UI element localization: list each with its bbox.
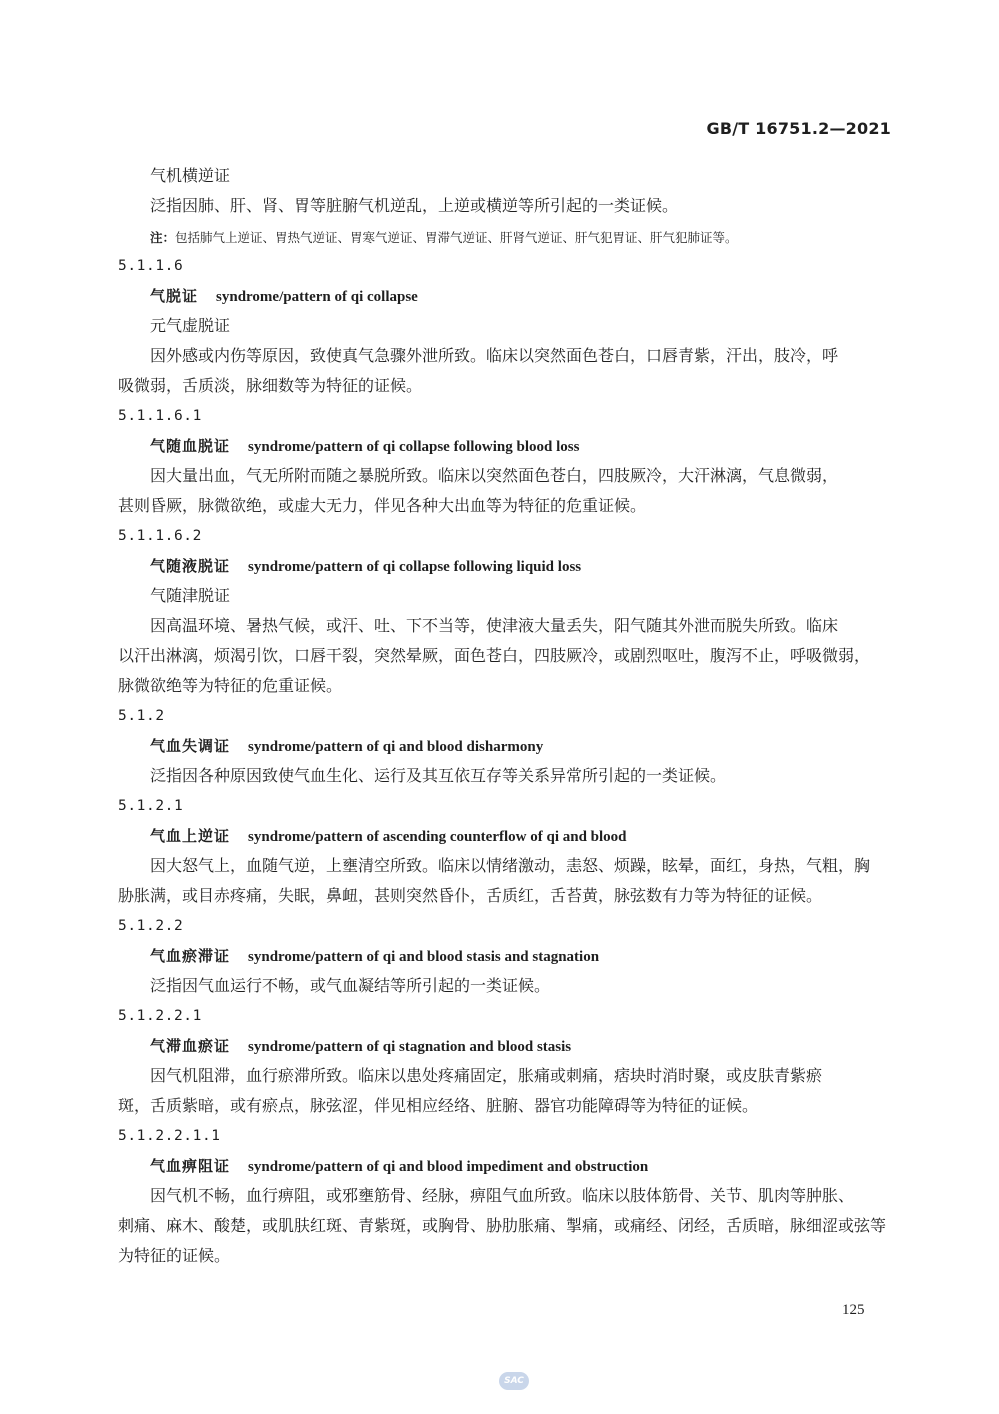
term-heading xyxy=(150,436,579,457)
clause-number: 5.1.2 xyxy=(118,708,165,724)
clause-number: 5.1.2.2.1.1 xyxy=(118,1128,221,1144)
definition-line: 泛指因各种原因致使气血生化、运行及其互依互存等关系异常所引起的一类证候。 xyxy=(150,766,727,785)
definition-line: 因大怒气上，血随气逆，上壅清空所致。临床以情绪激动，恚怒、烦躁，眩晕，面红，身热，气粗，胸 xyxy=(150,856,871,875)
definition-line: 脉微欲绝等为特征的危重证候。 xyxy=(118,676,343,695)
clause-number: 5.1.2.1 xyxy=(118,798,184,814)
definition-line: 泛指因肺、肝、肾、胃等脏腑气机逆乱，上逆或横逆等所引起的一类证候。 xyxy=(150,196,679,215)
term-heading xyxy=(150,286,418,307)
definition-line: 斑，舌质紫暗，或有瘀点，脉弦涩，伴见相应经络、脏腑、器官功能障碍等为特征的证候。 xyxy=(118,1096,759,1115)
page-number: 125 xyxy=(842,1302,865,1318)
term-english: syndrome/pattern of qi collapse xyxy=(216,289,418,305)
term-heading xyxy=(150,946,599,967)
term-english: syndrome/pattern of qi and blood impediment and obstruction xyxy=(248,1159,649,1175)
definition-line: 甚则昏厥，脉微欲绝，或虚大无力，伴见各种大出血等为特征的危重证候。 xyxy=(118,496,647,515)
definition-line: 因外感或内伤等原因，致使真气急骤外泄所致。临床以突然面色苍白，口唇青紫，汗出，肢冷，呼 xyxy=(150,346,839,365)
definition-line: 吸微弱，舌质淡，脉细数等为特征的证候。 xyxy=(118,376,423,395)
note-label: 注： xyxy=(150,230,176,245)
clause-number: 5.1.2.2 xyxy=(118,918,184,934)
term-english: syndrome/pattern of qi stagnation and blood stasis xyxy=(248,1039,572,1055)
definition-line: 胁胀满，或目赤疼痛，失眠，鼻衄，甚则突然昏仆，舌质红，舌苔黄，脉弦数有力等为特征的证候。 xyxy=(118,886,823,905)
term-heading xyxy=(150,826,627,847)
sac-watermark-logo: SAC xyxy=(499,1372,529,1390)
clause-number: 5.1.1.6 xyxy=(118,258,184,274)
synonym-line: 气随津脱证 xyxy=(150,586,231,605)
note-line xyxy=(150,228,738,248)
term-chinese: 气随血脱证 xyxy=(150,437,231,455)
term-english: syndrome/pattern of qi collapse following blood loss xyxy=(248,439,580,455)
term-chinese: 气血失调证 xyxy=(150,737,231,755)
definition-line: 以汗出淋漓，烦渴引饮，口唇干裂，突然晕厥，面色苍白，四肢厥冷，或剧烈呕吐，腹泻不止，呼吸微弱， xyxy=(118,646,871,665)
term-english: syndrome/pattern of ascending counterflow of qi and blood xyxy=(248,829,627,845)
term-chinese: 气血痹阻证 xyxy=(150,1157,231,1175)
definition-line: 刺痛、麻木、酸楚，或肌肤红斑、青紫斑，或胸骨、胁肋胀痛、掣痛，或痛经、闭经，舌质暗，脉细涩或弦等 xyxy=(118,1216,887,1235)
definition-line: 因气机不畅，血行痹阻，或邪壅筋骨、经脉，痹阻气血所致。临床以肢体筋骨、关节、肌肉等肿胀、 xyxy=(150,1186,855,1205)
standard-number: GB/T 16751.2—2021 xyxy=(706,119,891,138)
synonym-line: 元气虚脱证 xyxy=(150,316,231,335)
note-text: 包括肺气上逆证、胃热气逆证、胃寒气逆证、胃滞气逆证、肝肾气逆证、肝气犯胃证、肝气犯肺证等。 xyxy=(175,230,738,245)
term-heading xyxy=(150,1036,571,1057)
term-english: syndrome/pattern of qi and blood disharmony xyxy=(248,739,544,755)
term-heading xyxy=(150,736,543,757)
clause-number: 5.1.1.6.1 xyxy=(118,408,202,424)
term-heading xyxy=(150,1156,648,1177)
term-english: syndrome/pattern of qi collapse following liquid loss xyxy=(248,559,582,575)
definition-line: 因气机阻滞，血行瘀滞所致。临床以患处疼痛固定，胀痛或刺痛，痞块时消时聚，或皮肤青紫瘀 xyxy=(150,1066,823,1085)
term-chinese: 气脱证 xyxy=(150,287,199,305)
term-chinese: 气随液脱证 xyxy=(150,557,231,575)
term-chinese: 气滞血瘀证 xyxy=(150,1037,231,1055)
term-chinese: 气血瘀滞证 xyxy=(150,947,231,965)
definition-line: 因高温环境、暑热气候，或汗、吐、下不当等，使津液大量丢失，阳气随其外泄而脱失所致。临床 xyxy=(150,616,839,635)
definition-line: 因大量出血，气无所附而随之暴脱所致。临床以突然面色苍白，四肢厥冷，大汗淋漓，气息微弱， xyxy=(150,466,839,485)
clause-number: 5.1.2.2.1 xyxy=(118,1008,202,1024)
term-chinese: 气血上逆证 xyxy=(150,827,231,845)
clause-number: 5.1.1.6.2 xyxy=(118,528,202,544)
synonym-line: 气机横逆证 xyxy=(150,166,231,185)
term-heading xyxy=(150,556,581,577)
term-english: syndrome/pattern of qi and blood stasis and stagnation xyxy=(248,949,600,965)
definition-line: 泛指因气血运行不畅，或气血凝结等所引起的一类证候。 xyxy=(150,976,551,995)
definition-line: 为特征的证候。 xyxy=(118,1246,231,1265)
